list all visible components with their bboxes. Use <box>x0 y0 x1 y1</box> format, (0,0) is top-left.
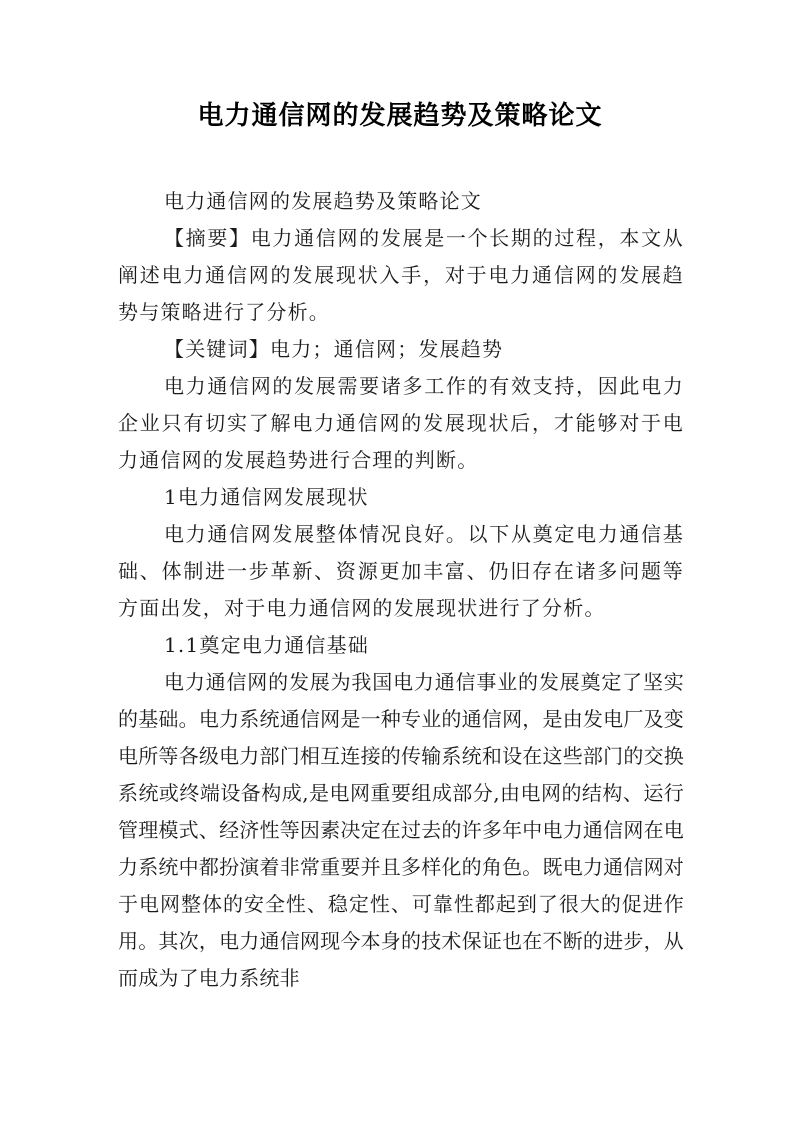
paragraph-abstract: 【摘要】电力通信网的发展是一个长期的过程，本文从阐述电力通信网的发展现状入手，对于电力通信网的发展趋势与策略进行了分析。 <box>118 226 684 324</box>
paragraph-keywords: 【关键词】电力；通信网；发展趋势 <box>164 337 504 361</box>
section-heading-1: 1电力通信网发展现状 <box>164 485 369 509</box>
document-title: 电力通信网的发展趋势及策略论文 <box>197 101 603 131</box>
section-heading-1-1: 1.1奠定电力通信基础 <box>164 633 370 657</box>
paragraph-section-1-1: 电力通信网的发展为我国电力通信事业的发展奠定了坚实的基础。电力系统通信网是一种专业的通信网，是由发电厂及变电所等各级电力部门相互连接的传输系统和设在这些部门的交换系统或终端设备构成,是电网重要组成部分,由电网的结构、运行管理模式、经济性等因素决定在过去的许多年中电力通信网在电力系统中都扮演着非常重要并且多样化的角色。既电力通信网对于电网整体的安全性、稳定性、可靠性都起到了很大的促进作用。其次，电力通信网现今本身的技术保证也在不断的进步，从而成为了电力系统非 <box>118 670 684 990</box>
paragraph-intro: 电力通信网的发展需要诸多工作的有效支持，因此电力企业只有切实了解电力通信网的发展现状后，才能够对于电力通信网的发展趋势进行合理的判断。 <box>118 374 684 472</box>
paragraph-section-1: 电力通信网发展整体情况良好。以下从奠定电力通信基础、体制进一步革新、资源更加丰富、仍旧存在诸多问题等方面出发，对于电力通信网的发展现状进行了分析。 <box>118 522 684 620</box>
document-body <box>118 183 684 997</box>
paragraph-doc-title: 电力通信网的发展趋势及策略论文 <box>164 189 482 213</box>
